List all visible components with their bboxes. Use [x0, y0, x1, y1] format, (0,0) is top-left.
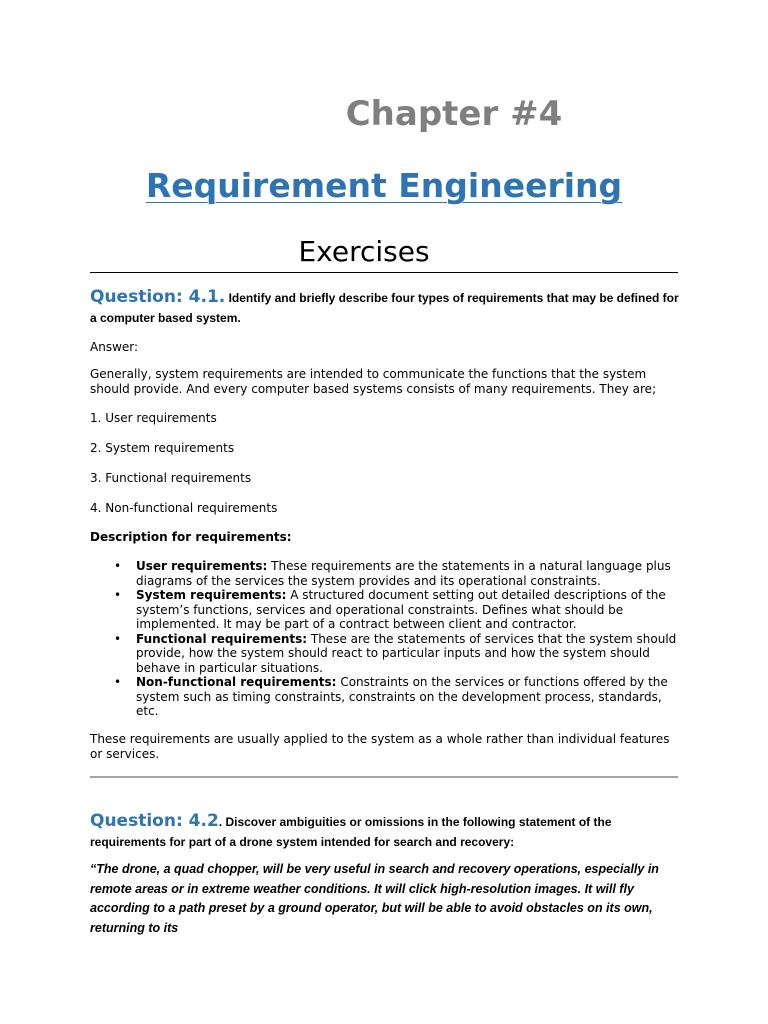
answer-intro: Generally, system requirements are intended to communicate the functions that the system should provide. And every computer based systems consists of many requirements. They are;	[90, 367, 657, 396]
question-label: Question: 4.2	[90, 811, 219, 831]
bullet-term: Functional requirements:	[136, 631, 308, 646]
bullet-term: System requirements:	[136, 588, 287, 602]
section-subtitle: Exercises	[298, 235, 430, 268]
closing-paragraph: These requirements are usually applied to the system as a whole rather than individual features or services.	[90, 732, 670, 761]
title-divider	[90, 272, 678, 273]
bullet-item	[90, 632, 680, 676]
answer-label: Answer:	[90, 340, 139, 354]
bullet-icon: •	[114, 631, 122, 646]
bullet-term: Non-functional requirements:	[136, 675, 337, 689]
question-prompt: Identify and briefly describe four types of requirements that may be defined for a computer based system.	[90, 291, 679, 325]
bullet-term: User requirements:	[136, 559, 268, 573]
bullet-text: These requirements are the statements in a natural language plus diagrams of the services the system provides and its operational constraints.	[136, 559, 671, 588]
bullet-icon: •	[114, 588, 122, 602]
list-item: 4. Non-functional requirements	[90, 501, 278, 515]
bullet-icon: •	[114, 559, 122, 573]
page-title: Requirement Engineering	[145, 166, 623, 205]
bullet-item	[90, 559, 680, 588]
question-4-2	[90, 811, 680, 852]
bullet-item	[90, 588, 680, 632]
section-divider	[90, 776, 678, 778]
bullet-text: Constraints on the services or functions offered by the system such as timing constraints, constraints on the development process, standards, etc.	[136, 675, 668, 718]
requirements-quote: “The drone, a quad chopper, will be very useful in search and recovery operations, especially in remote areas or in extreme weather conditions. It will click high-resolution images. It will fly according to a path preset by a ground operator, but will be able to avoid obstacles on its own, returning to its	[90, 862, 659, 935]
question-prompt: . Discover ambiguities or omissions in the following statement of the requirements for part of a drone system intended for search and recovery:	[90, 815, 612, 849]
bullet-icon: •	[114, 675, 122, 689]
chapter-heading: Chapter #4	[345, 94, 563, 134]
description-heading: Description for requirements:	[90, 530, 292, 544]
requirements-bullet-list	[90, 559, 680, 719]
question-4-1	[90, 287, 680, 328]
list-item: 1. User requirements	[90, 411, 217, 425]
bullet-text: A structured document setting out detailed descriptions of the system’s functions, services and operational constraints. Defines what should be implemented. It may be part of a contract between client and contractor.	[136, 588, 666, 631]
bullet-item	[90, 675, 680, 719]
list-item: 2. System requirements	[90, 441, 235, 455]
question-label: Question: 4.1.	[90, 287, 226, 307]
bullet-text: These are the statements of services that the system should provide, how the system should react to particular inputs and how the system should behave in particular situations.	[136, 631, 677, 675]
list-item: 3. Functional requirements	[90, 471, 252, 485]
